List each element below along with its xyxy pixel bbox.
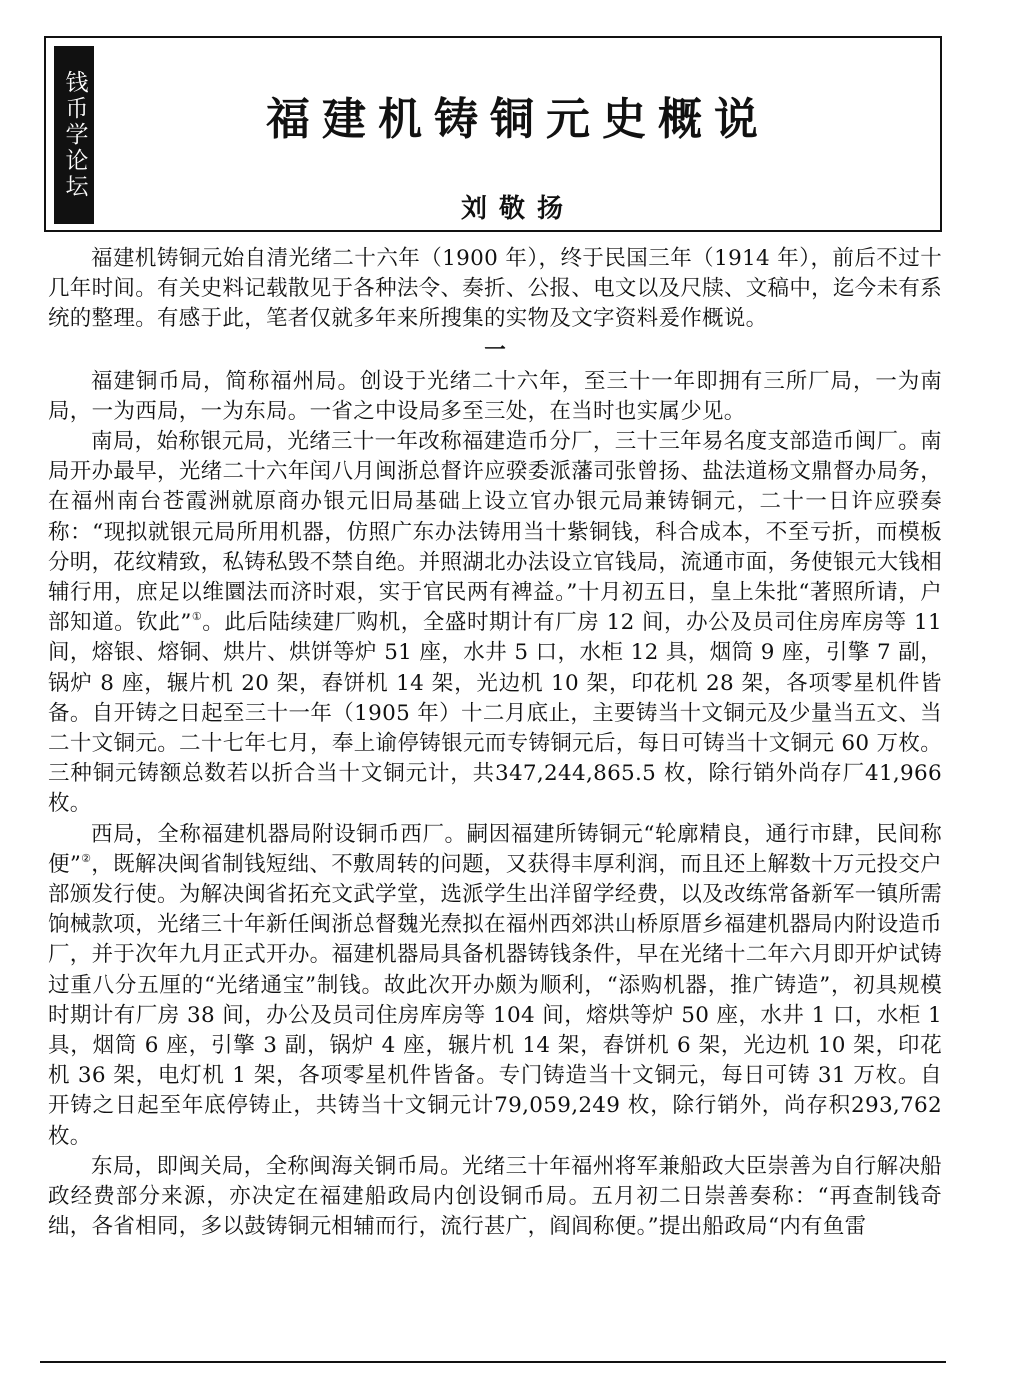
article-body	[48, 244, 942, 1243]
article-author: 刘敬扬	[460, 194, 575, 224]
intro-paragraph: 福建机铸铜元始自清光绪二十六年（1900 年），终于民国三年（1914 年），前后不过十几年时间。有关史料记载散见于各种法令、奏折、公报、电文以及尺牍、文稿中，迄今未有系统的整理。有感于此，笔者仅就多年来所搜集的实物及文字资料爰作概说。	[48, 246, 942, 332]
section-heading: 一	[484, 337, 506, 363]
paragraph-fuzhou-bureau: 福建铜币局，简称福州局。创设于光绪二十六年，至三十一年即拥有三所厂局，一为南局，一为西局，一为东局。一省之中设局多至三处，在当时也实属少见。	[48, 368, 942, 424]
paragraph-south-text-a: 南局，始称银元局，光绪三十一年改称福建造币分厂，三十三年易名度支部造币闽厂。南局开办最早，光绪二十六年闰八月闽浙总督许应骙委派藩司张曾扬、盐法道杨文鼎督办局务，在福州南台苍霞洲就原商办银元旧局基础上设立官办银元局兼铸铜元，二十一日许应骙奏称：“现拟就银元局所用机器，仿照广东办法铸用当十紫铜钱，科合成本，不至亏折，而模板分明，花纹精致，私铸私毁不禁自绝。并照湖北办法设立官钱局，流通市面，务使银元大钱相辅行用，庶足以维圜法而济时艰，实于官民两有裨益。”十月初五日，皇上朱批“著照所请，户部知道。钦此”	[48, 429, 942, 636]
paragraph-west-bureau	[48, 820, 942, 1152]
paragraph-south-bureau	[48, 427, 942, 820]
paragraph-east-bureau: 东局，即闽关局，全称闽海关铜币局。光绪三十年福州将军兼船政大臣崇善为自行解决船政经费部分来源，亦决定在福建船政局内创设铜币局。五月初二日崇善奏称：“再查制钱奇绌，各省相同，多以鼓铸铜元相辅而行，流行甚广，阎闾称便。”提出船政局“内有鱼雷	[48, 1153, 942, 1240]
footnote-ref-2[interactable]: ②	[81, 851, 92, 865]
paragraph-west-text-b: ，既解决闽省制钱短绌、不敷周转的问题，又获得丰厚利润，而且还上解数十万元投交户部颁发行使。为解决闽省拓充文武学堂，选派学生出洋留学经费，以及改练常备新军一镇所需饷械款项，光绪三十年新任闽浙总督魏光焘拟在福州西郊洪山桥原厝乡福建机器局内附设造币厂，并于次年九月正式开办。福建机器局具备机器铸钱条件，早在光绪十二年六月即开炉试铸过重八分五厘的“光绪通宝”制钱。故此次开办颇为顺利，“添购机器，推广铸造”，初具规模时期计有厂房 38 间，办公及员司住房库房等 104 间，熔烘等炉 50 座，水井 1 口，水柜 1 具，烟筒 6 座，引擎 3 副，锅炉 4 座，辗片机 14 架，舂饼机 6 架，光边机 10 架，印花机 36 架，电灯机 1 架，各项零星机件皆备。专门铸造当十文铜元，每日可铸 31 万枚。自开铸之日起至年底停铸止，共铸当十文铜元计79,059,249 枚，除行销外，尚存积293,762枚。	[48, 851, 942, 1149]
article-title: 福建机铸铜元史概说	[266, 94, 770, 145]
article-header	[44, 36, 942, 232]
paragraph-south-text-b: 。此后陆续建厂购机，全盛时期计有厂房 12 间，办公及员司住房库房等 11 间，熔银、熔铜、烘片、烘饼等炉 51 座，水井 5 口，水柜 12 具，烟筒 9 座，引擎 7 副，锅炉 8 座，辗片机 20 架，舂饼机 14 架，光边机 10 架，印花机 28 架，各项零星机件皆备。自开铸之日起至三十一年（1905 年）十二月底止，主要铸当十文铜元及少量当五文、当二十文铜元。二十七年七月，奉上谕停铸银元而专铸铜元后，每日可铸当十文铜元 60 万枚。三种铜元铸额总数若以折合当十文铜元计，共347,244,865.5 枚，除行销外尚存厂41,966 枚。	[48, 610, 942, 817]
column-tag	[54, 46, 94, 224]
column-tag-label: 钱币学论坛	[61, 70, 88, 200]
bottom-rule	[40, 1361, 946, 1363]
paragraph-west-text-a: 西局，全称福建机器局附设铜币西厂。嗣因福建所铸铜元“轮廓精良，通行市肆，民间称便”	[48, 821, 942, 877]
footnote-ref-1[interactable]: ①	[191, 610, 203, 624]
